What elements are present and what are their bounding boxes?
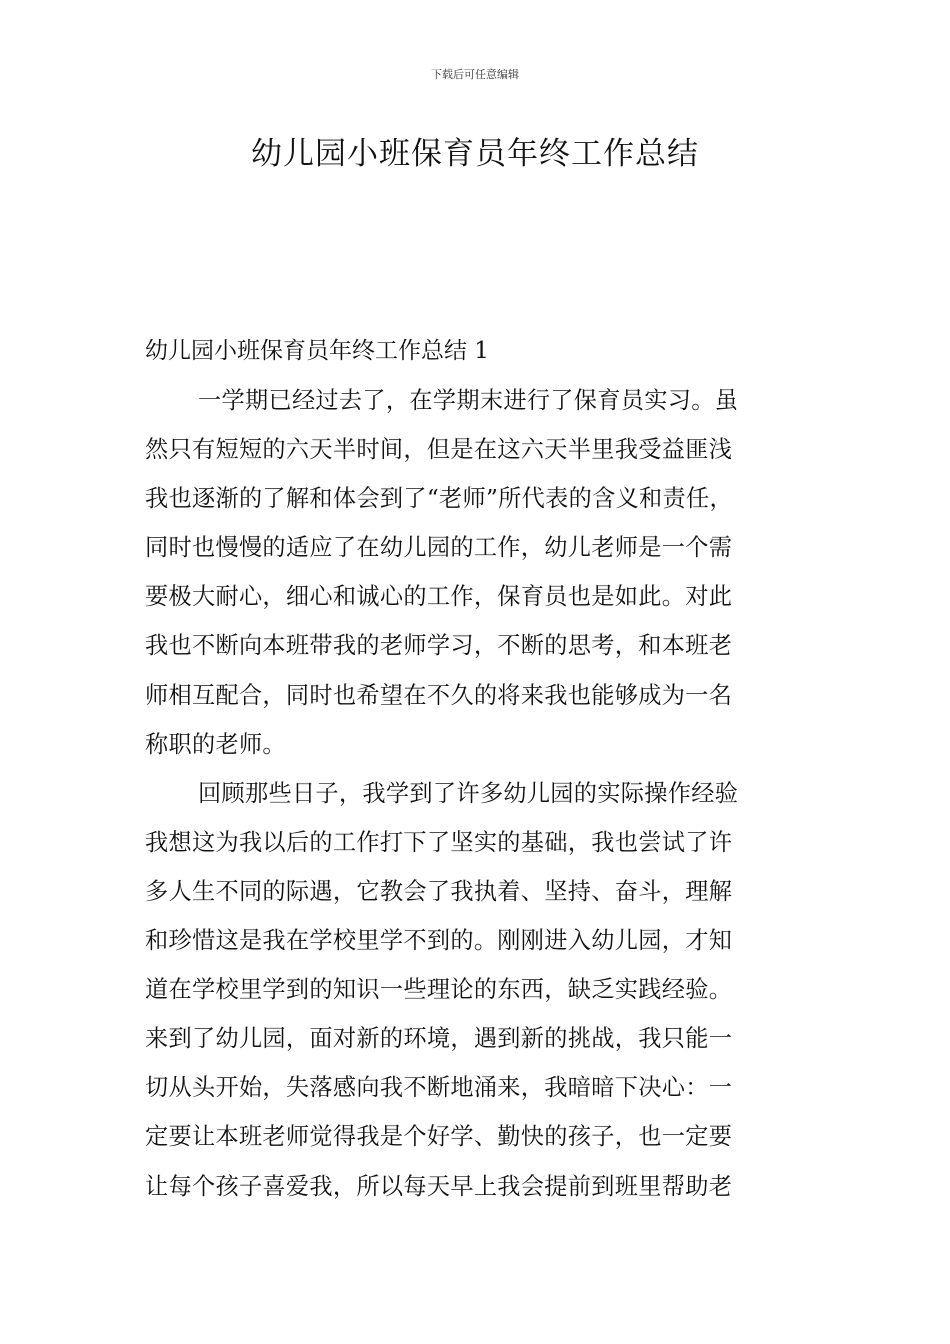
- paragraph-line: 一学期已经过去了，在学期末进行了保育员实习。虽: [198, 387, 739, 414]
- paragraph-line: 回顾那些日子，我学到了许多幼儿园的实际操作经验: [198, 779, 739, 807]
- paragraph-line: 我也不断向本班带我的老师学习，不断的思考，和本班老: [145, 632, 733, 660]
- paragraph-line: 称职的老师。: [145, 730, 286, 758]
- paragraph-2: [145, 769, 805, 1211]
- header-note: 下载后可任意编辑: [431, 68, 519, 81]
- paragraph-line: 切从头开始，失落感向我不断地涌来，我暗暗下决心：一: [145, 1074, 733, 1102]
- document-title: 幼儿园小班保育员年终工作总结: [251, 136, 699, 172]
- paragraph-1: [145, 376, 805, 769]
- paragraph-line: 同时也慢慢的适应了在幼儿园的工作，幼儿老师是一个需: [145, 534, 733, 562]
- paragraph-line: 师相互配合，同时也希望在不久的将来我也能够成为一名: [145, 681, 733, 709]
- paragraph-line: 道在学校里学到的知识一些理论的东西，缺乏实践经验。: [145, 976, 733, 1004]
- paragraph-line: 多人生不同的际遇，它教会了我执着、坚持、奋斗，理解: [145, 877, 733, 905]
- paragraph-line: 要极大耐心，细心和诚心的工作，保育员也是如此。对此: [145, 583, 733, 611]
- paragraph-line: 让每个孩子喜爱我，所以每天早上我会提前到班里帮助老: [145, 1172, 733, 1200]
- paragraph-line: 我也逐渐的了解和体会到了“老师”所代表的含义和责任，: [145, 485, 734, 513]
- paragraph-line: 来到了幼儿园，面对新的环境，遇到新的挑战，我只能一: [145, 1025, 733, 1053]
- paragraph-line: 定要让本班老师觉得我是个好学、勤快的孩子，也一定要: [145, 1123, 733, 1151]
- section-heading: 幼儿园小班保育员年终工作总结 1: [145, 338, 489, 364]
- paragraph-line: 然只有短短的六天半时间，但是在这六天半里我受益匪浅: [145, 436, 733, 464]
- paragraph-line: 和珍惜这是我在学校里学不到的。刚刚进入幼儿园，才知: [145, 927, 733, 955]
- paragraph-line: 我想这为我以后的工作打下了坚实的基础，我也尝试了许: [145, 828, 733, 856]
- document-body: [145, 327, 805, 1211]
